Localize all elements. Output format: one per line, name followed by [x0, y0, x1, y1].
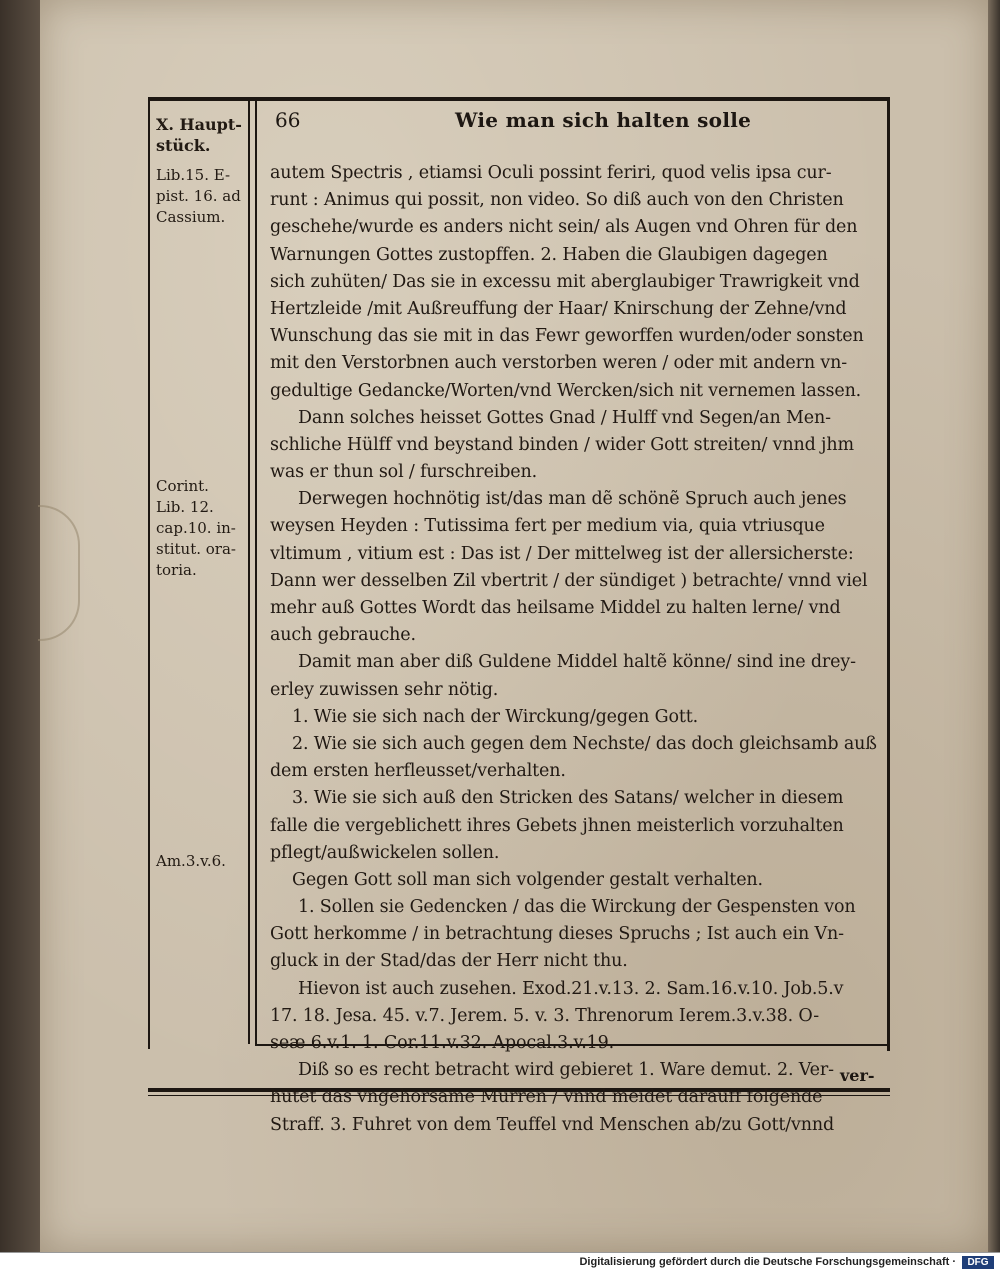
book-gutter-shadow — [0, 0, 40, 1252]
text-line: sich zuhüten/ Das sie in excessu mit aberglaubiger Trawrigkeit vnd — [270, 271, 860, 292]
text-line: Warnungen Gottes zustopffen. 2. Haben die Glaubigen dagegen — [270, 244, 828, 265]
text-line: gedultige Gedancke/Worten/vnd Wercken/sich nit vernemen lassen. — [270, 380, 862, 401]
text-line: Damit man aber diß Guldene Middel haltẽ könne/ sind ine drey- — [298, 652, 856, 673]
margin-note-amos: Am.3.v.6. — [156, 852, 226, 870]
frame-left-rule — [148, 97, 150, 1049]
dfg-logo[interactable]: DFG — [962, 1256, 994, 1269]
frame-top-rule — [148, 97, 890, 101]
digitization-footer — [0, 1252, 1000, 1273]
text-line: Gott herkomme / in betrachtung dieses Spruchs ; Ist auch ein Vn- — [270, 924, 844, 945]
text-line: Dann solches heisset Gottes Gnad / Hulff vnd Segen/an Men- — [298, 407, 831, 428]
margin-note-cicero: Lib.15. E- pist. 16. ad Cassium. — [156, 166, 241, 226]
text-line: erley zuwissen sehr nötig. — [270, 679, 499, 700]
page-edge — [988, 0, 1000, 1252]
text-line: schliche Hülff vnd beystand binden / wider Gott streiten/ vnnd jhm — [270, 434, 854, 455]
text-line: falle die vergeblichett ihres Gebets jhnen meisterlich vorzuhalten — [270, 815, 844, 836]
list-item: 1. Sollen sie Gedencken / das die Wirckung der Gespensten von — [298, 897, 856, 918]
text-line: pflegt/außwickelen sollen. — [270, 842, 500, 863]
catchword: ver- — [840, 1066, 875, 1085]
text-line: vltimum , vitium est : Das ist / Der mittelweg ist der allersicherste: — [270, 543, 854, 564]
list-item: 3. Wie sie sich auß den Stricken des Satans/ welcher in diesem — [292, 788, 844, 809]
text-line: Gegen Gott soll man sich volgender gestalt verhalten. — [292, 869, 763, 890]
text-line: Diß so es recht betracht wird gebieret 1. Ware demut. 2. Ver- — [298, 1060, 834, 1081]
text-line: mehr auß Gottes Wordt das heilsame Middel zu halten lerne/ vnd — [270, 598, 841, 618]
text-line: was er thun sol / furschreiben. — [270, 462, 538, 483]
text-line: hutet das vngehorsame Murren / vnnd meidet darauff folgende — [270, 1087, 823, 1108]
footer-credit: Digitalisierung gefördert durch die Deutsche Forschungsgemeinschaft · — [579, 1256, 956, 1268]
text-line: mit den Verstorbnen auch verstorben weren / oder mit andern vn- — [270, 353, 848, 374]
page-number: 66 — [275, 108, 301, 132]
text-line: auch gebrauche. — [270, 625, 416, 646]
text-line: runt : Animus qui possit, non video. So diß auch von den Christen — [270, 190, 844, 211]
text-line: dem ersten herfleusset/verhalten. — [270, 761, 566, 782]
text-line: Straff. 3. Fuhret von dem Teuffel vnd Menschen ab/zu Gott/vnnd — [270, 1114, 835, 1135]
text-line: weysen Heyden : Tutissima fert per medium via, quia vtriusque — [270, 516, 825, 537]
list-item: 2. Wie sie sich auch gegen dem Nechste/ das doch gleichsamb auß — [292, 733, 877, 754]
text-line: gluck in der Stad/das der Herr nicht thu. — [270, 951, 628, 972]
main-text-block — [270, 160, 882, 1139]
text-line: autem Spectris , etiamsi Oculi possint feriri, quod velis ipsa cur- — [270, 163, 832, 183]
text-line: Hievon ist auch zusehen. Exod.21.v.13. 2. Sam.16.v.10. Job.5.v — [298, 978, 844, 999]
margin-note-quintilian: Corint. Lib. 12. cap.10. in- stitut. ora- toria. — [156, 477, 236, 579]
text-line: seæ 6.v.1. 1. Cor.11.v.32. Apocal.3.v.19. — [270, 1033, 614, 1053]
text-line: Derwegen hochnötig ist/das man dẽ schönẽ Spruch auch jenes — [298, 489, 847, 510]
text-line: 17. 18. Jesa. 45. v.7. Jerem. 5. v. 3. Threnorum Ierem.3.v.38. O- — [270, 1005, 820, 1026]
page-tab-imprint — [38, 505, 80, 641]
text-line: Hertzleide /mit Außreuffung der Haar/ Knirschung der Zehne/vnd — [270, 298, 847, 319]
frame-right-rule — [887, 97, 890, 1051]
margin-divider-rule — [248, 100, 250, 1044]
text-line: Wunschung das sie mit in das Fewr geworffen wurden/oder sonsten — [270, 326, 864, 347]
margin-note-chapter: X. Haupt- stück. — [156, 115, 242, 155]
list-item: 1. Wie sie sich nach der Wirckung/gegen Gott. — [292, 706, 699, 727]
running-title: Wie man sich halten solle — [455, 108, 752, 132]
text-line: Dann wer desselben Zil vbertrit / der sündiget ) betrachte/ vnnd viel — [270, 570, 868, 591]
margin-divider-rule-inner — [255, 100, 257, 1044]
text-line: geschehe/wurde es anders nicht sein/ als Augen vnd Ohren für den — [270, 217, 858, 238]
